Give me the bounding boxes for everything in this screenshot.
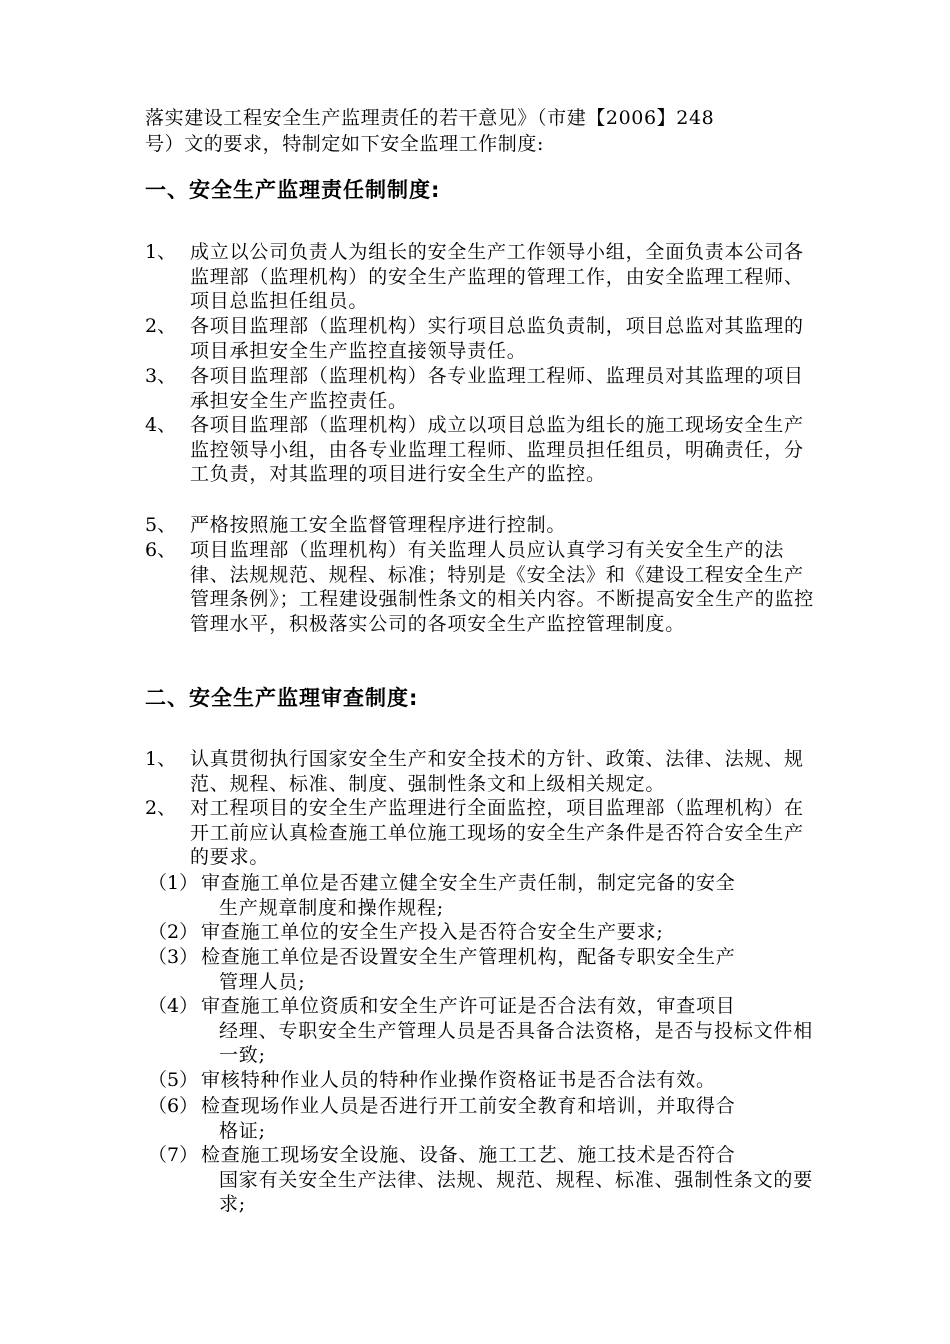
sub-item-text [201,1068,813,1093]
item-text: 认真贯彻执行国家安全生产和安全技术的方针、政策、法律、法规、规范、规程、标准、制度、强制性条文和上级相关规定。 [190,748,804,795]
sub-item-text [201,920,813,945]
sub-item-first-line: 审核特种作业人员的特种作业操作资格证书是否合法有效。 [201,1069,716,1091]
intro-line-2: 号）文的要求，特制定如下安全监理工作制度: [145,133,545,155]
item-number: 1、 [145,748,177,770]
section-2-title: 二、安全生产监理审查制度: [145,686,419,710]
sub-item-first-line: 检查施工现场安全设施、设备、施工工艺、施工技术是否符合 [201,1144,736,1166]
item-text: 各项目监理部（监理机构）各专业监理工程师、监理员对其监理的项目承担安全生产监控责任。 [190,365,804,412]
item-number: 1、 [145,241,177,263]
intro-line-1: 落实建设工程安全生产监理责任的若干意见》（市建【2006】248 [145,107,715,129]
sub-item-text [201,994,813,1068]
item-number: 2、 [145,315,177,337]
item-text: 严格按照施工安全监督管理程序进行控制。 [190,514,567,536]
sub-item-first-line: 审查施工单位是否建立健全安全生产责任制，制定完备的安全 [201,872,736,894]
sub-item-number: （2） [148,921,199,943]
item-text: 各项目监理部（监理机构）实行项目总监负责制，项目总监对其监理的项目承担安全生产监控直接领导责任。 [190,315,804,362]
section-1-title: 一、安全生产监理责任制制度: [145,178,441,202]
item-number: 4、 [145,414,177,436]
sub-item-text [201,871,813,920]
sub-item-number: （5） [148,1069,199,1091]
sub-item-continuation: 管理人员; [219,970,306,993]
sub-item-first-line: 审查施工单位的安全生产投入是否符合安全生产要求; [201,921,664,943]
sub-item-text [201,1094,813,1143]
sub-item-number: （4） [148,995,199,1017]
item-text: 各项目监理部（监理机构）成立以项目总监为组长的施工现场安全生产监控领导小组，由各专业监理工程师、监理员担任组员，明确责任，分工负责，对其监理的项目进行安全生产的监控。 [190,414,804,485]
sub-item-continuation: 格证; [219,1119,266,1142]
sub-item-continuation: 生产规章制度和操作规程; [219,896,445,919]
sub-item-text [201,945,813,994]
item-text: 对工程项目的安全生产监理进行全面监控，项目监理部（监理机构）在开工前应认真检查施工单位施工现场的安全生产条件是否符合安全生产的要求。 [190,797,804,868]
sub-item-continuation: 国家有关安全生产法律、法规、规范、规程、标准、强制性条文的要求; [219,1168,814,1215]
item-number: 6、 [145,539,177,561]
item-number: 5、 [145,514,177,536]
sub-item-first-line: 检查施工单位是否设置安全生产管理机构，配备专职安全生产 [201,946,736,968]
item-number: 2、 [145,797,177,819]
sub-item-number: （1） [148,872,199,894]
sub-item-text [201,1143,813,1217]
sub-item-number: （7） [148,1144,199,1166]
sub-item-first-line: 检查现场作业人员是否进行开工前安全教育和培训，并取得合 [201,1095,736,1117]
item-text: 成立以公司负责人为组长的安全生产工作领导小组，全面负责本公司各监理部（监理机构）的安全生产监理的管理工作，由安全监理工程师、项目总监担任组员。 [190,241,804,312]
item-number: 3、 [145,365,177,387]
sub-item-number: （6） [148,1095,199,1117]
sub-item-continuation: 经理、专职安全生产管理人员是否具备合法资格，是否与投标文件相一致; [219,1019,814,1066]
sub-item-number: （3） [148,946,199,968]
item-text: 项目监理部（监理机构）有关监理人员应认真学习有关安全生产的法律、法规规范、规程、标准；特别是《安全法》和《建设工程安全生产管理条例》；工程建设强制性条文的相关内容。不断提高安全生产的监控管理水平，积极落实公司的各项安全生产监控管理制度。 [190,539,815,635]
sub-item-first-line: 审查施工单位资质和安全生产许可证是否合法有效，审查项目 [201,995,736,1017]
